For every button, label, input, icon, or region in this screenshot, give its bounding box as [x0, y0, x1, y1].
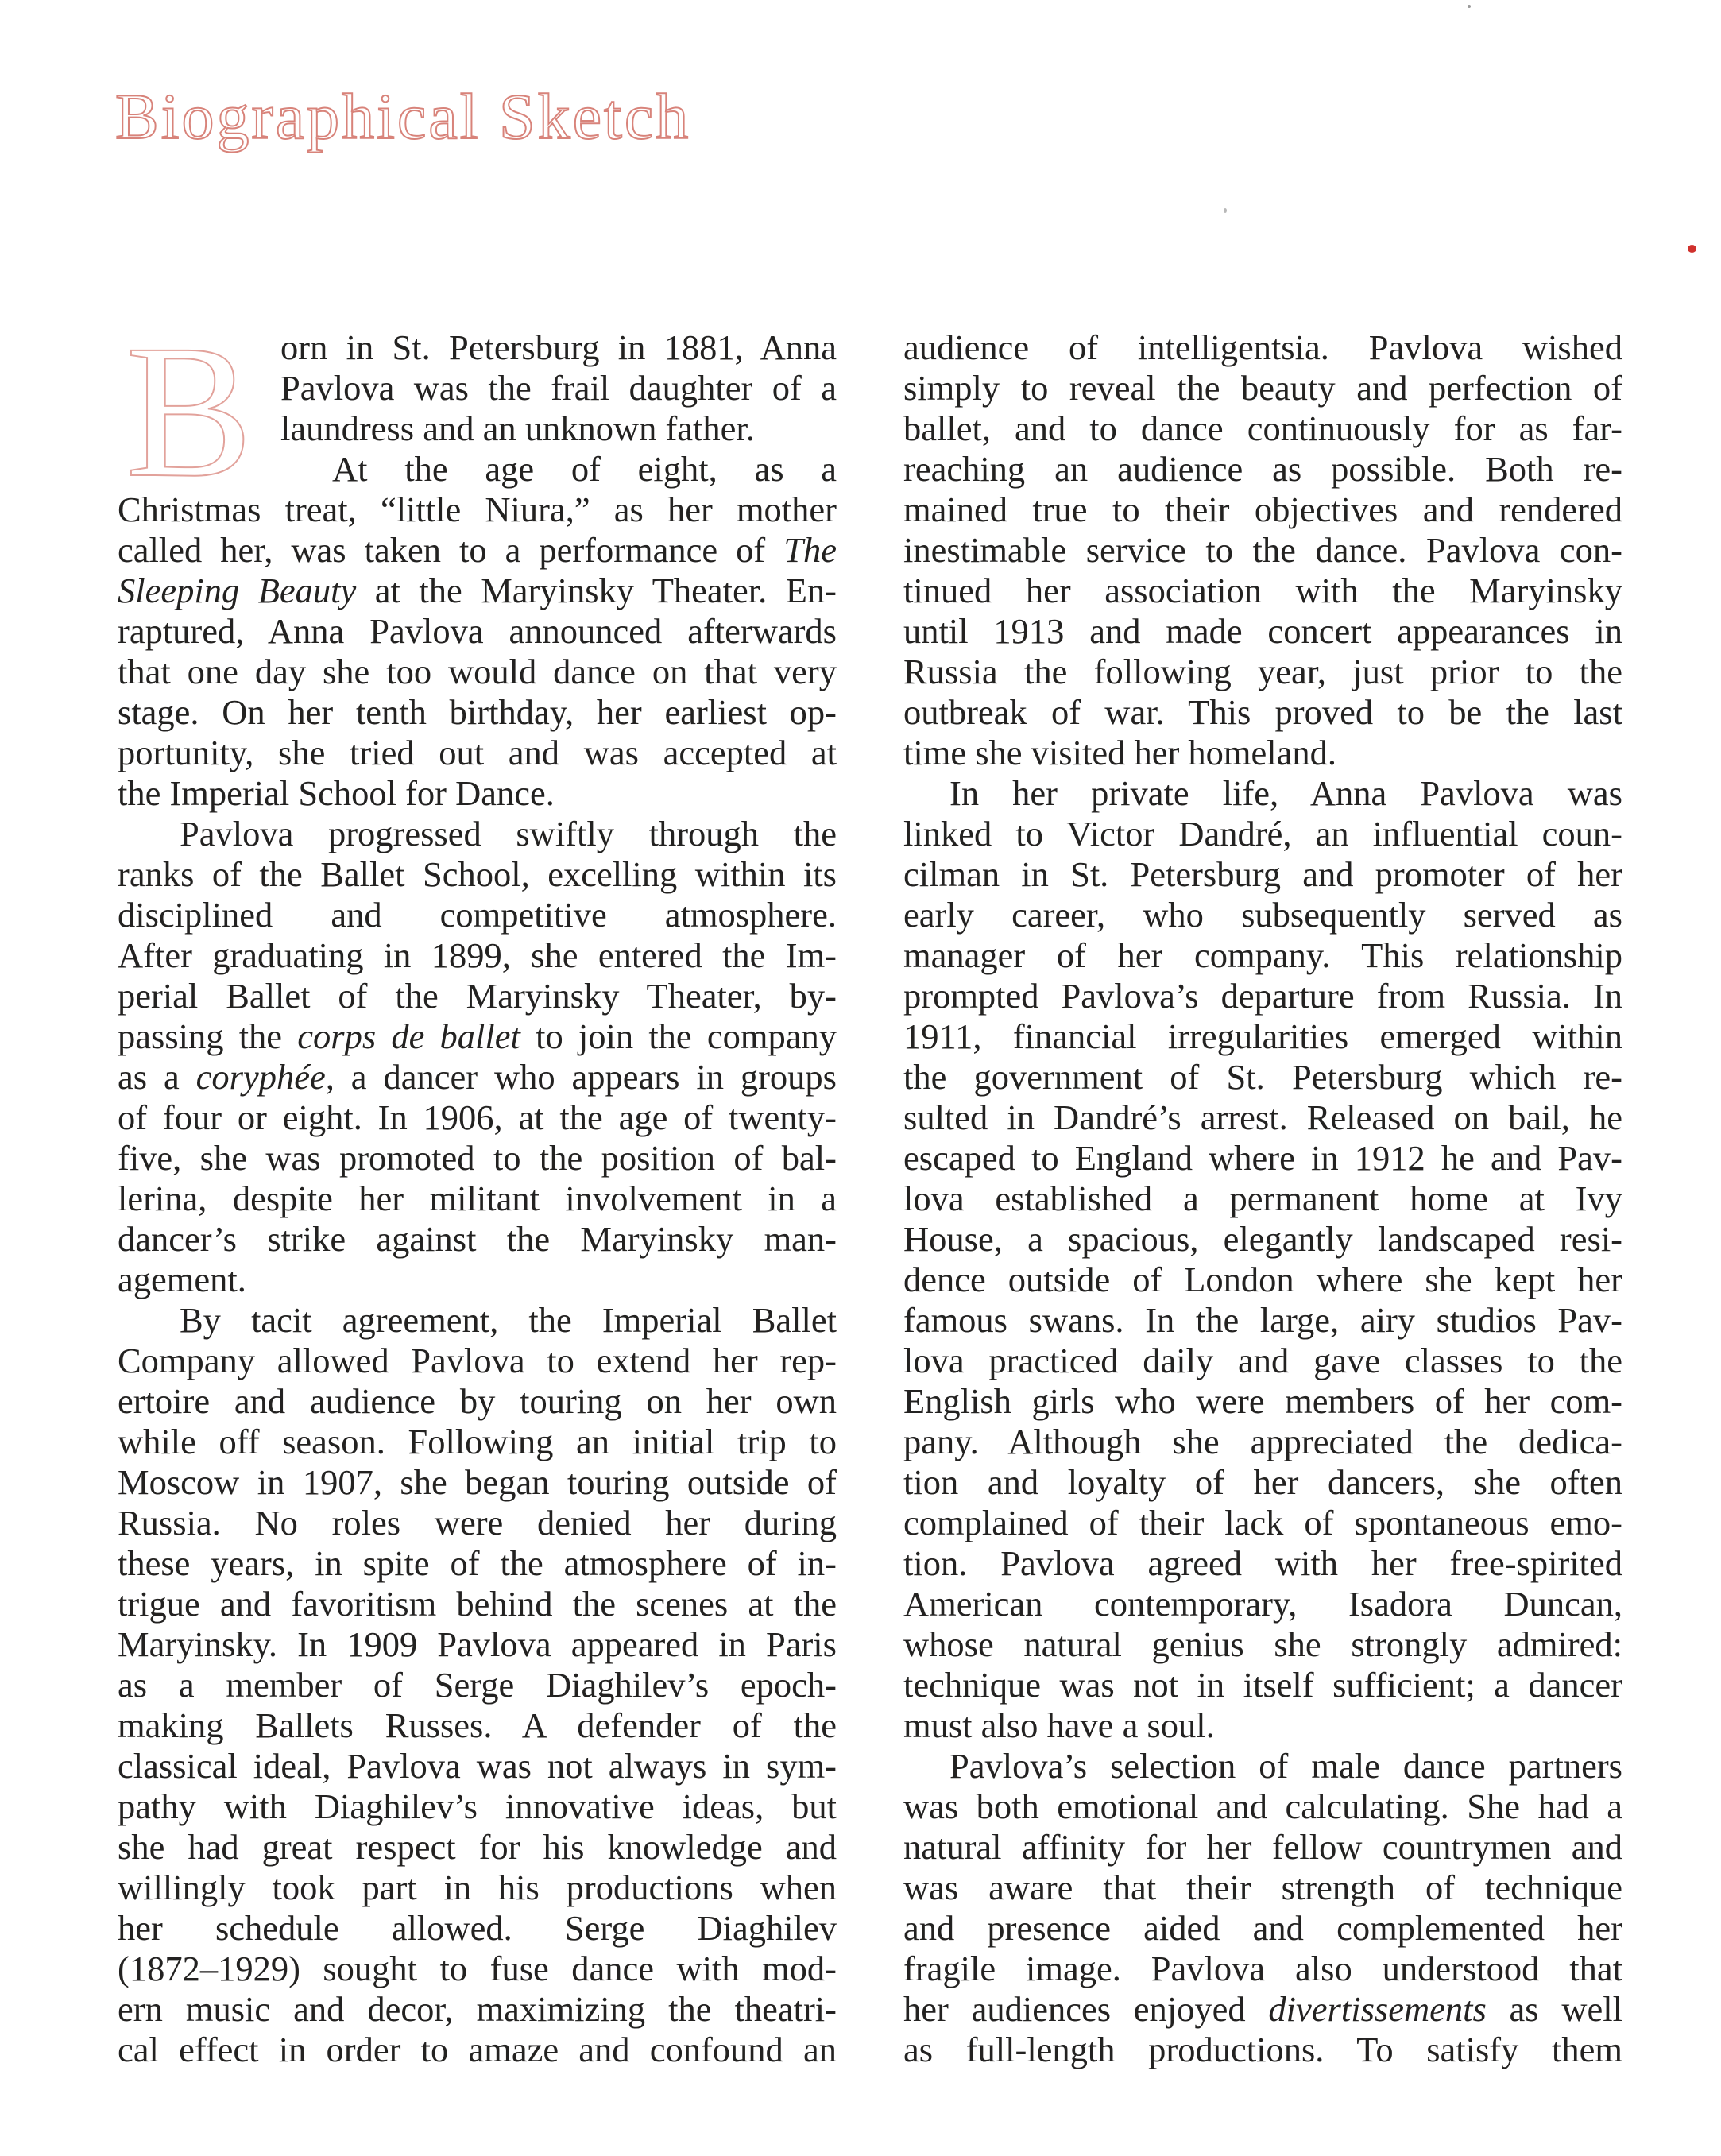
- text-line: the government of St. Petersburg which re-: [903, 1057, 1622, 1097]
- text-line: raptured, Anna Pavlova announced afterwards: [118, 611, 837, 651]
- text-line: mained true to their objectives and rendered: [903, 490, 1622, 529]
- text-line: as full-length productions. To satisfy them: [903, 2030, 1622, 2069]
- text-line: 1911, financial irregularities emerged within: [903, 1016, 1622, 1056]
- text-line: Christmas treat, “little Niura,” as her mother: [118, 490, 837, 529]
- text-line: ballet, and to dance continuously for as far-: [903, 408, 1622, 448]
- text-line: willingly took part in his productions when: [118, 1868, 837, 1907]
- text-line: pathy with Diaghilev’s innovative ideas, but: [118, 1786, 837, 1826]
- text-line: disciplined and competitive atmosphere.: [118, 895, 837, 935]
- text-line: until 1913 and made concert appearances in: [903, 611, 1622, 651]
- text-line: linked to Victor Dandré, an influential coun-: [903, 814, 1622, 853]
- text-line: tion. Pavlova agreed with her free-spirited: [903, 1543, 1622, 1583]
- text-line: English girls who were members of her com-: [903, 1381, 1622, 1421]
- text-line: Pavlova was the frail daughter of a: [280, 368, 837, 408]
- text-line: pany. Although she appreciated the dedica-: [903, 1422, 1622, 1461]
- page-title: Biographical Sketch: [115, 80, 691, 153]
- text-line: classical ideal, Pavlova was not always in sym-: [118, 1746, 837, 1786]
- text-line: ertoire and audience by touring on her own: [118, 1381, 837, 1421]
- left-column-lines: [118, 305, 837, 2070]
- text-line: Russia the following year, just prior to the: [903, 652, 1622, 691]
- ink-speck: [1224, 208, 1227, 213]
- ink-speck: [1468, 5, 1471, 8]
- text-line: reaching an audience as possible. Both re-: [903, 449, 1622, 489]
- text-line: stage. On her tenth birthday, her earliest op-: [118, 692, 837, 732]
- text-line: dancer’s strike against the Maryinsky man-: [118, 1219, 837, 1259]
- text-line: as a member of Serge Diaghilev’s epoch-: [118, 1665, 837, 1705]
- text-line: tinued her association with the Maryinsky: [903, 571, 1622, 610]
- text-line: Pavlova progressed swiftly through the: [180, 814, 837, 853]
- text-line: passing the corps de ballet to join the company: [118, 1016, 837, 1056]
- text-line: prompted Pavlova’s departure from Russia. In: [903, 976, 1622, 1016]
- text-line: By tacit agreement, the Imperial Ballet: [180, 1300, 837, 1340]
- right-column-lines: [903, 327, 1622, 2070]
- text-line: lova established a permanent home at Ivy: [903, 1179, 1622, 1218]
- text-line: Maryinsky. In 1909 Pavlova appeared in Paris: [118, 1624, 837, 1664]
- text-line: cal effect in order to amaze and confound an: [118, 2030, 837, 2069]
- text-line: whose natural genius she strongly admired:: [903, 1624, 1622, 1664]
- text-line: dence outside of London where she kept her: [903, 1260, 1622, 1299]
- text-line: outbreak of war. This proved to be the last: [903, 692, 1622, 732]
- text-line: House, a spacious, elegantly landscaped resi-: [903, 1219, 1622, 1259]
- text-line: In her private life, Anna Pavlova was: [949, 773, 1622, 813]
- text-line: sulted in Dandré’s arrest. Released on bail, he: [903, 1097, 1622, 1137]
- text-line: and presence aided and complemented her: [903, 1908, 1622, 1948]
- text-line: Russia. No roles were denied her during: [118, 1503, 837, 1542]
- text-line: famous swans. In the large, airy studios Pav-: [903, 1300, 1622, 1340]
- text-line: must also have a soul.: [903, 1705, 1215, 1745]
- text-line: was both emotional and calculating. She had a: [903, 1786, 1622, 1826]
- text-line: trigue and favoritism behind the scenes at the: [118, 1584, 837, 1624]
- text-line: while off season. Following an initial trip to: [118, 1422, 837, 1461]
- text-line: perial Ballet of the Maryinsky Theater, by-: [118, 976, 837, 1016]
- text-line: these years, in spite of the atmosphere of in-: [118, 1543, 837, 1583]
- text-line: called her, was taken to a performance of The: [118, 530, 837, 570]
- text-line: fragile image. Pavlova also understood that: [903, 1949, 1622, 1988]
- left-column: [118, 305, 837, 2070]
- text-line: complained of their lack of spontaneous emo-: [903, 1503, 1622, 1542]
- text-line: Moscow in 1907, she began touring outside of: [118, 1462, 837, 1502]
- text-line: (1872–1929) sought to fuse dance with mod-: [118, 1949, 837, 1988]
- text-line: tion and loyalty of her dancers, she often: [903, 1462, 1622, 1502]
- text-line: the Imperial School for Dance.: [118, 773, 555, 813]
- text-line: Sleeping Beauty at the Maryinsky Theater. En-: [118, 571, 837, 610]
- text-line: cilman in St. Petersburg and promoter of her: [903, 854, 1622, 894]
- text-line: her schedule allowed. Serge Diaghilev: [118, 1908, 837, 1948]
- text-line: natural affinity for her fellow countrymen and: [903, 1827, 1622, 1867]
- text-line: Pavlova’s selection of male dance partners: [949, 1746, 1622, 1786]
- text-line: laundress and an unknown father.: [280, 408, 755, 448]
- text-line: simply to reveal the beauty and perfection of: [903, 368, 1622, 408]
- text-line: audience of intelligentsia. Pavlova wished: [903, 327, 1622, 367]
- text-line: Company allowed Pavlova to extend her rep-: [118, 1341, 837, 1380]
- text-line: lerina, despite her militant involvement in a: [118, 1179, 837, 1218]
- drop-cap: B: [126, 305, 253, 517]
- text-line: that one day she too would dance on that very: [118, 652, 837, 691]
- text-line: making Ballets Russes. A defender of the: [118, 1705, 837, 1745]
- text-line: orn in St. Petersburg in 1881, Anna: [280, 327, 837, 367]
- text-line: as a coryphée, a dancer who appears in groups: [118, 1057, 837, 1097]
- text-line: At the age of eight, as a: [332, 449, 837, 489]
- text-line: After graduating in 1899, she entered the Im-: [118, 935, 837, 975]
- text-line: ranks of the Ballet School, excelling within its: [118, 854, 837, 894]
- text-line: she had great respect for his knowledge and: [118, 1827, 837, 1867]
- red-ink-speck: [1688, 245, 1696, 253]
- right-column: [903, 327, 1622, 2070]
- text-line: manager of her company. This relationship: [903, 935, 1622, 975]
- text-line: escaped to England where in 1912 he and Pav-: [903, 1138, 1622, 1178]
- text-line: portunity, she tried out and was accepted at: [118, 733, 837, 772]
- text-line: time she visited her homeland.: [903, 733, 1336, 772]
- text-line: inestimable service to the dance. Pavlova con-: [903, 530, 1622, 570]
- text-line: technique was not in itself sufficient; a dancer: [903, 1665, 1622, 1705]
- text-line: was aware that their strength of technique: [903, 1868, 1622, 1907]
- text-line: ern music and decor, maximizing the theatri-: [118, 1989, 837, 2029]
- text-line: five, she was promoted to the position of bal-: [118, 1138, 837, 1178]
- text-line: early career, who subsequently served as: [903, 895, 1622, 935]
- text-line: her audiences enjoyed divertissements as well: [903, 1989, 1623, 2029]
- text-line: American contemporary, Isadora Duncan,: [903, 1584, 1622, 1624]
- text-line: of four or eight. In 1906, at the age of twenty-: [118, 1097, 837, 1137]
- text-line: lova practiced daily and gave classes to the: [903, 1341, 1622, 1380]
- text-line: agement.: [118, 1260, 246, 1299]
